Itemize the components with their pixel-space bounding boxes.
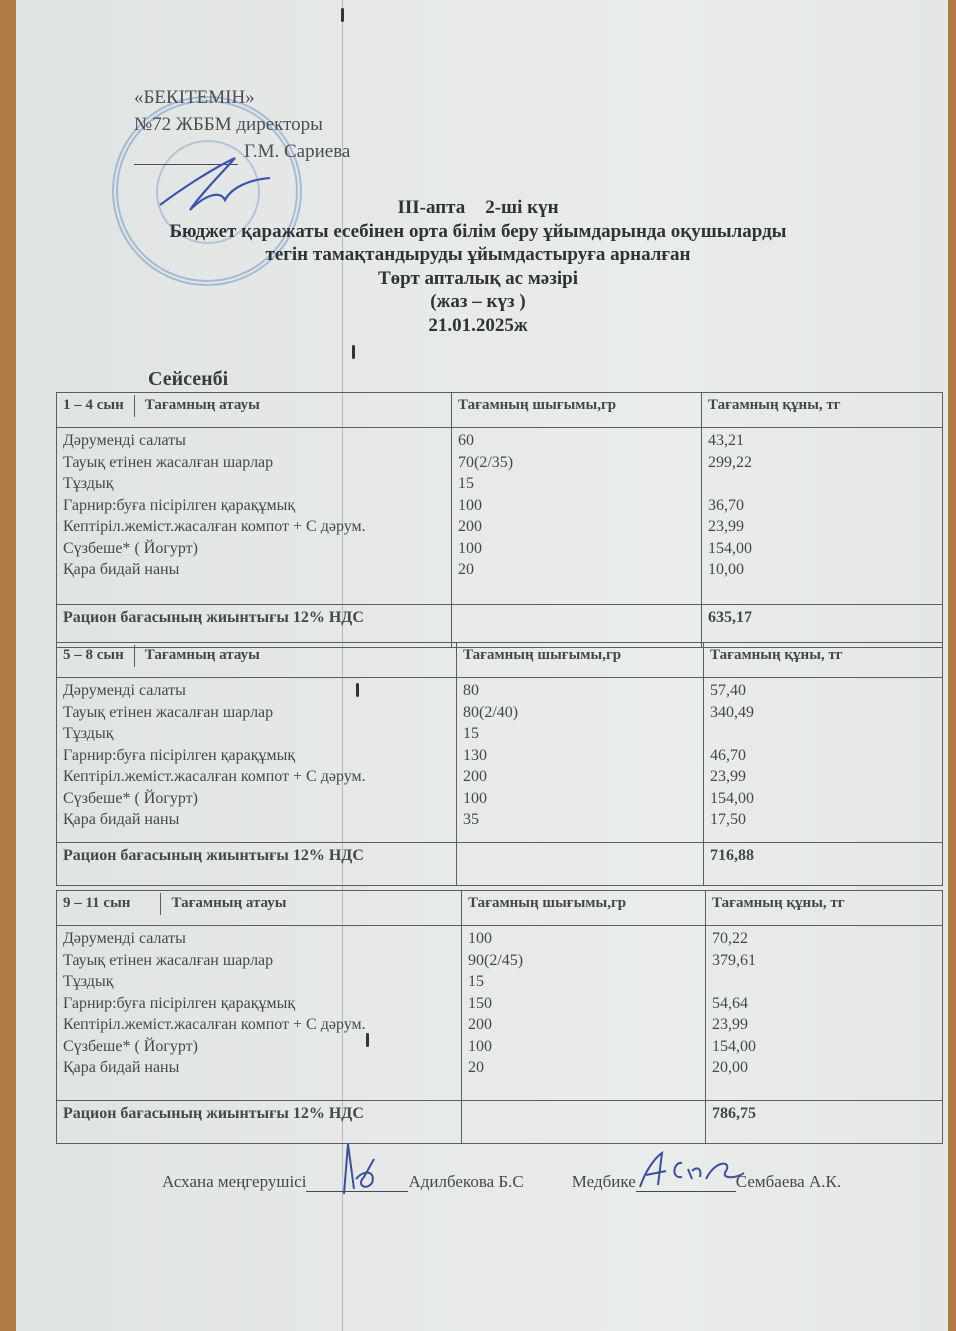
column-name-header: Тағамның атауы bbox=[144, 647, 260, 663]
dish-name: Тұздық bbox=[63, 725, 114, 742]
dish-name: Кептіріл.жеміст.жасалған компот + С дәрум. bbox=[63, 518, 366, 535]
portion-value: 70(2/35) bbox=[458, 453, 514, 471]
class-group: 5 – 8 сын bbox=[63, 645, 135, 667]
column-portion-header: Тағамның шығымы,гр bbox=[452, 393, 702, 428]
portion-value: 35 bbox=[463, 811, 479, 828]
price-value: 154,00 bbox=[708, 539, 752, 557]
dish-name: Сүзбеше* ( Йогурт) bbox=[63, 539, 198, 557]
portion-value: 20 bbox=[458, 561, 474, 578]
portion-value: 200 bbox=[468, 1016, 492, 1033]
canteen-signature-line bbox=[306, 1175, 408, 1192]
dish-name: Сүзбеше* ( Йогурт) bbox=[63, 1037, 198, 1055]
table-row bbox=[57, 678, 943, 843]
menu-date: 21.01.2025ж bbox=[428, 314, 528, 336]
portion-value: 60 bbox=[458, 432, 474, 449]
portion-list bbox=[457, 678, 704, 843]
price-value: 10,00 bbox=[708, 561, 744, 578]
price-value: 379,61 bbox=[712, 951, 756, 969]
portion-value: 150 bbox=[468, 994, 492, 1012]
price-value bbox=[712, 971, 936, 993]
price-value: 154,00 bbox=[712, 1037, 756, 1055]
column-name-header: Тағамның атауы bbox=[171, 895, 287, 911]
dish-name: Дәруменді салаты bbox=[63, 682, 186, 699]
class-group: 1 – 4 сын bbox=[63, 395, 135, 417]
portion-value: 130 bbox=[463, 746, 487, 764]
portion-value: 20 bbox=[468, 1059, 484, 1076]
heading-line-1: Бюджет қаражаты есебінен орта білім беру ұйымдарында оқушыларды bbox=[169, 220, 787, 242]
pin-mark bbox=[341, 8, 344, 22]
total-label: Рацион бағасының жиынтығы 12% НДС bbox=[57, 605, 452, 648]
column-name-header: Тағамның атауы bbox=[144, 397, 260, 413]
price-value: 23,99 bbox=[712, 1016, 748, 1033]
dish-list bbox=[57, 428, 452, 605]
season: (жаз – күз ) bbox=[430, 291, 526, 312]
signatures-footer bbox=[162, 1172, 841, 1192]
dish-name: Кептіріл.жеміст.жасалған компот + С дәрум. bbox=[63, 1016, 366, 1033]
dish-name: Тауық етінен жасалған шарлар bbox=[63, 951, 274, 969]
portion-value: 100 bbox=[458, 539, 482, 557]
table-header-row bbox=[57, 891, 943, 926]
nurse-signature-icon bbox=[636, 1149, 746, 1193]
pin-mark bbox=[352, 345, 355, 359]
menu-table-grade-1-4 bbox=[56, 392, 943, 648]
portion-value: 15 bbox=[468, 973, 484, 990]
menu-table-grade-9-11 bbox=[56, 890, 943, 1144]
dish-name: Тауық етінен жасалған шарлар bbox=[63, 703, 274, 721]
price-value: 43,21 bbox=[708, 432, 744, 449]
total-value: 786,75 bbox=[706, 1101, 943, 1144]
portion-value: 90(2/45) bbox=[468, 951, 524, 969]
portion-list bbox=[452, 428, 702, 605]
canteen-signature-icon bbox=[334, 1139, 384, 1201]
dish-name: Қара бидай наны bbox=[63, 811, 180, 828]
portion-value: 100 bbox=[463, 789, 487, 807]
price-value: 23,99 bbox=[710, 768, 746, 785]
price-value: 299,22 bbox=[708, 453, 752, 471]
total-row bbox=[57, 1101, 943, 1144]
price-value: 23,99 bbox=[708, 518, 744, 535]
column-price-header: Тағамның құны, тг bbox=[704, 643, 943, 678]
approval-position: №72 ЖББМ директоры bbox=[134, 114, 323, 135]
day-number: 2-ші күн bbox=[485, 197, 559, 218]
portion-value: 80 bbox=[463, 682, 479, 699]
dish-name: Дәруменді салаты bbox=[63, 930, 186, 947]
portion-value: 80(2/40) bbox=[463, 703, 519, 721]
director-name: Г.М. Сариева bbox=[244, 141, 351, 162]
dish-name: Гарнир:буға пісірілген қарақұмық bbox=[63, 496, 296, 514]
total-value: 635,17 bbox=[702, 605, 943, 648]
portion-value: 100 bbox=[458, 496, 482, 514]
total-value: 716,88 bbox=[704, 843, 943, 886]
dish-name: Қара бидай наны bbox=[63, 1059, 180, 1076]
price-value: 57,40 bbox=[710, 682, 746, 699]
week-label: ІІІ-апта bbox=[397, 197, 466, 218]
dish-name: Гарнир:буға пісірілген қарақұмық bbox=[63, 994, 296, 1012]
total-label: Рацион бағасының жиынтығы 12% НДС bbox=[57, 843, 457, 886]
dish-name: Кептіріл.жеміст.жасалған компот + С дәрум. bbox=[63, 768, 366, 785]
price-list bbox=[702, 428, 943, 605]
table-header-row bbox=[57, 393, 943, 428]
column-portion-header: Тағамның шығымы,гр bbox=[462, 891, 706, 926]
price-value: 340,49 bbox=[710, 703, 754, 721]
nurse-label: Медбике bbox=[571, 1172, 636, 1191]
table-row bbox=[57, 926, 943, 1101]
table-header-row bbox=[57, 643, 943, 678]
total-label: Рацион бағасының жиынтығы 12% НДС bbox=[57, 1101, 462, 1144]
dish-name: Тауық етінен жасалған шарлар bbox=[63, 453, 274, 471]
nurse-signature-line bbox=[636, 1175, 736, 1192]
price-value: 36,70 bbox=[708, 496, 744, 514]
dish-name: Сүзбеше* ( Йогурт) bbox=[63, 789, 198, 807]
portion-list bbox=[462, 926, 706, 1101]
portion-value: 100 bbox=[468, 930, 492, 947]
total-row bbox=[57, 843, 943, 886]
price-value: 46,70 bbox=[710, 746, 746, 764]
dish-name: Тұздық bbox=[63, 973, 114, 990]
dish-name: Қара бидай наны bbox=[63, 561, 180, 578]
column-price-header: Тағамның құны, тг bbox=[706, 891, 943, 926]
price-value: 70,22 bbox=[712, 930, 748, 947]
price-value: 154,00 bbox=[710, 789, 754, 807]
price-value bbox=[708, 473, 936, 495]
heading-line-3: Төрт апталық ас мәзірі bbox=[377, 267, 578, 289]
portion-value: 200 bbox=[463, 768, 487, 785]
portion-value: 100 bbox=[468, 1037, 492, 1055]
price-value: 54,64 bbox=[712, 994, 748, 1012]
nurse-name: Сембаева А.К. bbox=[735, 1172, 842, 1191]
approval-title: «БЕКІТЕМІН» bbox=[134, 87, 255, 108]
portion-value: 200 bbox=[458, 518, 482, 535]
dish-name: Гарнир:буға пісірілген қарақұмық bbox=[63, 746, 296, 764]
document-heading bbox=[0, 196, 956, 337]
price-value: 17,50 bbox=[710, 811, 746, 828]
day-of-week: Сейсенбі bbox=[148, 368, 229, 390]
price-value bbox=[710, 723, 936, 745]
canteen-manager-name: Адилбекова Б.С bbox=[408, 1172, 524, 1191]
price-value: 20,00 bbox=[712, 1059, 748, 1076]
table-row bbox=[57, 428, 943, 605]
canteen-manager-label: Асхана меңгерушісі bbox=[162, 1172, 307, 1191]
price-list bbox=[704, 678, 943, 843]
dish-list bbox=[57, 678, 457, 843]
class-group: 9 – 11 сын bbox=[63, 893, 161, 915]
portion-value: 15 bbox=[463, 725, 479, 742]
column-price-header: Тағамның құны, тг bbox=[702, 393, 943, 428]
dish-list bbox=[57, 926, 462, 1101]
column-portion-header: Тағамның шығымы,гр bbox=[457, 643, 704, 678]
heading-line-2: тегін тамақтандыруды ұйымдастыруға арналған bbox=[265, 244, 691, 265]
dish-name: Тұздық bbox=[63, 475, 114, 492]
dish-name: Дәруменді салаты bbox=[63, 432, 186, 449]
menu-table-grade-5-8 bbox=[56, 642, 943, 886]
price-list bbox=[706, 926, 943, 1101]
portion-value: 15 bbox=[458, 475, 474, 492]
